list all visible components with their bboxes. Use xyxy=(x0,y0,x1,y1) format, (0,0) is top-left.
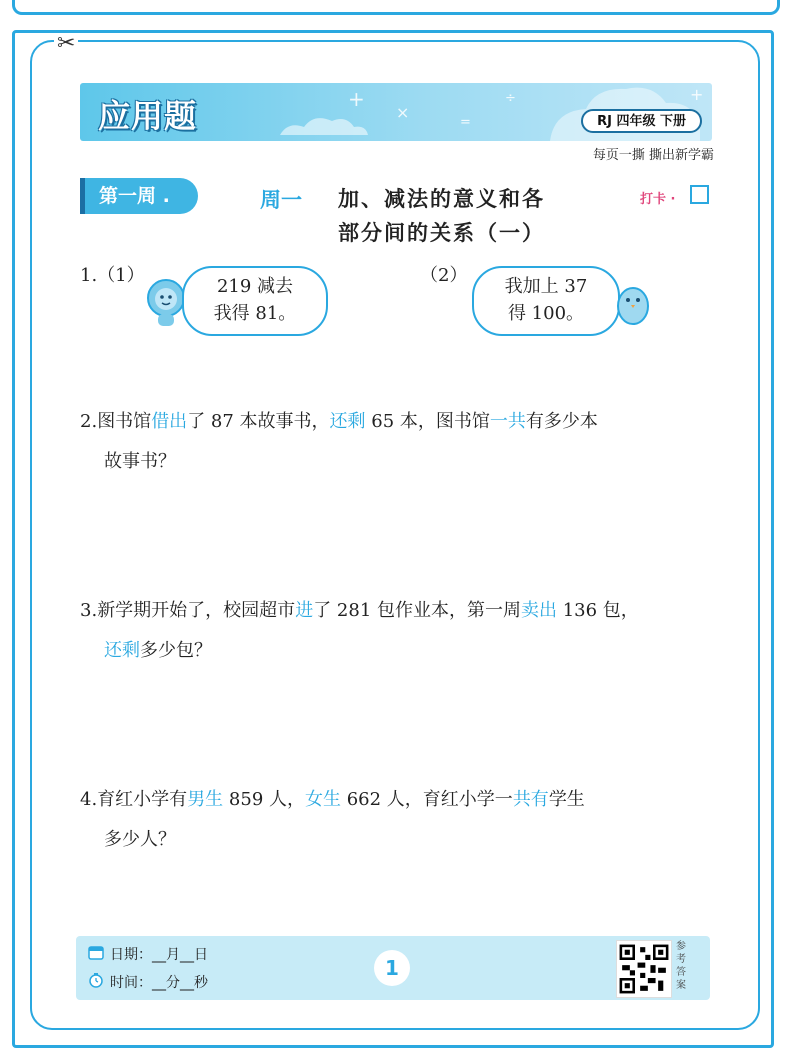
q1-part2-line1: 我加上 37 xyxy=(504,276,588,297)
q2-line2: 故事书？ xyxy=(104,451,176,472)
q4-number: 4. xyxy=(80,789,98,810)
q1-part1-bubble xyxy=(182,266,328,336)
q3-number: 3. xyxy=(80,600,98,621)
q2-keyword-1: 借出 xyxy=(151,411,188,432)
q4-keyword-2: 女生 xyxy=(305,789,341,810)
q1-part2-line2: 得 100。 xyxy=(507,303,585,324)
date-field: 日期：__月__日 xyxy=(110,947,208,963)
q4-text: 4.育红小学有男生 859 人，女生 662 人，育红小学一共有学生 多少人？ xyxy=(80,780,720,860)
equals-symbol-icon: = xyxy=(460,115,471,130)
lesson-title-line1: 加、减法的意义和各 xyxy=(338,186,545,211)
bird-mascot-icon xyxy=(614,278,652,328)
q4-line2: 多少人？ xyxy=(104,829,176,850)
q2-keyword-3: 一共 xyxy=(489,411,526,432)
q1-part1-line2: 我得 81。 xyxy=(213,303,297,324)
motto-text: 每页一撕 撕出新学霸 xyxy=(592,148,714,163)
plus-symbol-icon: + xyxy=(348,87,365,111)
checkin-label: 打卡 · xyxy=(640,192,676,207)
footer-bar xyxy=(76,936,710,1000)
q4-keyword-1: 男生 xyxy=(187,789,224,810)
times-symbol-icon: × xyxy=(396,103,410,122)
q4-keyword-3: 共有 xyxy=(512,789,549,810)
q1-part1-line1: 219 减去 xyxy=(216,276,294,297)
week-badge: 第一周 . xyxy=(80,178,198,214)
q3-keyword-3: 还剩 xyxy=(104,640,140,661)
q1-number: 1.（1） xyxy=(80,265,145,286)
q2-keyword-2: 还剩 xyxy=(329,411,366,432)
q1-part1-label: （1） xyxy=(97,265,145,286)
page-number: 1 xyxy=(374,950,410,986)
top-edge-frame xyxy=(12,0,780,15)
q3-keyword-1: 进 xyxy=(295,600,314,621)
minus-symbol-icon: ÷ xyxy=(505,91,516,106)
lesson-title xyxy=(338,182,598,250)
time-field: 时间：__分__秒 xyxy=(110,975,208,991)
q2-text: 2.图书馆借出了 87 本故事书，还剩 65 本，图书馆一共有多少本 故事书？ xyxy=(80,402,720,482)
q1-part2-bubble xyxy=(472,266,620,336)
day-label: 周一 xyxy=(260,188,302,212)
title-banner xyxy=(80,83,712,141)
qr-code-icon[interactable] xyxy=(616,940,672,998)
q3-text: 3.新学期开始了，校园超市进了 281 包作业本，第一周卖出 136 包， 还剩多少包？ xyxy=(80,600,639,661)
checkin-checkbox[interactable] xyxy=(690,185,709,204)
q1-part2-label: （2） xyxy=(420,265,468,286)
q2-number: 2. xyxy=(80,411,98,432)
q3-keyword-2: 卖出 xyxy=(521,600,557,621)
week-label: 第一周 xyxy=(99,185,157,207)
plus-symbol-icon-2: + xyxy=(690,85,704,104)
scissors-icon: ✂ xyxy=(54,33,78,55)
calendar-icon xyxy=(88,944,104,960)
answers-label: 参考答案 xyxy=(676,941,686,991)
stopwatch-icon xyxy=(88,972,104,988)
edition-tag: RJ 四年级 下册 xyxy=(581,109,702,133)
lesson-title-line2: 部分间的关系（一） xyxy=(338,220,545,245)
banner-title: 应用题 xyxy=(98,97,198,135)
